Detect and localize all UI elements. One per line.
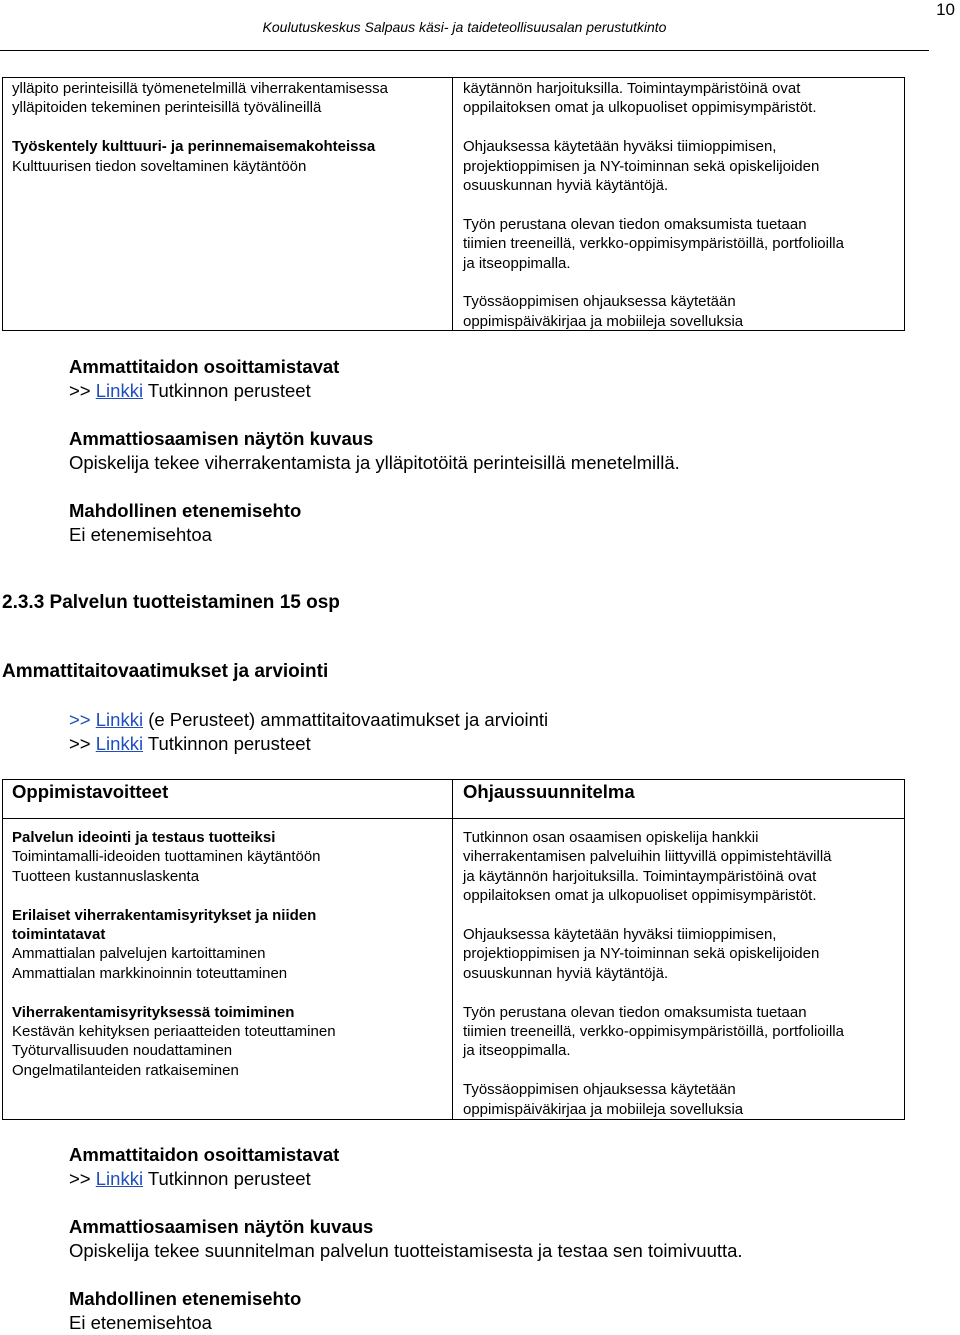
cell-line: tiimien treeneillä, verkko-oppimisympäristöillä, portfolioilla — [463, 1023, 844, 1041]
blank-line — [12, 118, 448, 137]
demonstration-heading: Ammattitaidon osoittamistavat — [69, 356, 340, 377]
link-tail: Tutkinnon perusteet — [147, 733, 311, 754]
link-prefix: >> — [69, 380, 91, 401]
cell-line: Tuotteen kustannuslaskenta — [12, 867, 200, 885]
cell-line: oppilaitoksen omat ja ulkopuoliset oppimisympäristöt. — [463, 887, 817, 905]
cell-line: Toimintamalli-ideoiden tuottaminen käytäntöön — [12, 848, 321, 866]
perusteet-link-line — [69, 732, 929, 756]
cell-line: Ohjauksessa käytetään hyväksi tiimioppimisen, — [463, 138, 777, 156]
link-tail: Tutkinnon perusteet — [147, 380, 311, 401]
table-header-guidance: Ohjaussuunnitelma — [463, 781, 635, 802]
cell-line: osuuskunnan hyviä käytäntöjä. — [463, 177, 669, 195]
link-tail: Tutkinnon perusteet — [147, 1168, 311, 1189]
cell-line: Ammattialan palvelujen kartoittaminen — [12, 945, 266, 963]
cell-line: tiimien treeneillä, verkko-oppimisympäristöillä, portfolioilla — [463, 235, 844, 253]
cell-subheading: toimintatavat — [12, 926, 106, 944]
cell-line: Ammattialan markkinoinnin toteuttaminen — [12, 964, 288, 982]
section-title: 2.3.3 Palvelun tuotteistaminen 15 osp — [2, 592, 340, 613]
demonstration-block — [69, 1143, 929, 1335]
exam-description: Opiskelija tekee suunnitelman palvelun tuotteistamisesta ja testaa sen toimivuutta. — [69, 1240, 743, 1261]
cell-line: projektioppimisen ja NY-toiminnan sekä opiskelijoiden — [463, 945, 820, 963]
cell-line: Työssäoppimisen ohjauksessa käytetään — [463, 1081, 736, 1099]
blank-line — [463, 273, 901, 292]
header-rule — [0, 50, 929, 51]
table-column-divider — [452, 77, 453, 331]
guidance-plan-cell — [463, 79, 901, 331]
cell-line: Työn perustana olevan tiedon omaksumista tuetaan — [463, 215, 807, 233]
cell-line: osuuskunnan hyviä käytäntöjä. — [463, 964, 669, 982]
progress-text: Ei etenemisehtoa — [69, 524, 212, 545]
demonstration-link-line — [69, 1167, 929, 1191]
learning-goals-cell — [12, 828, 448, 1080]
tutkinnon-perusteet-link[interactable]: Linkki — [95, 733, 144, 754]
cell-line: ja itseoppimalla. — [463, 254, 571, 272]
cell-line: Ohjauksessa käytetään hyväksi tiimioppimisen, — [463, 926, 777, 944]
demonstration-heading: Ammattitaidon osoittamistavat — [69, 1144, 340, 1165]
blank-line — [463, 906, 901, 925]
table-column-divider — [452, 779, 453, 1120]
cell-subheading: Työskentely kulttuuri- ja perinnemaisemakohteissa — [12, 138, 376, 156]
blank-line — [463, 195, 901, 214]
tutkinnon-perusteet-link[interactable]: Linkki — [95, 380, 144, 401]
cell-line: Kulttuurisen tiedon soveltaminen käytäntöön — [12, 157, 307, 175]
progress-heading: Mahdollinen etenemisehto — [69, 1288, 302, 1309]
cell-line: Tutkinnon osan osaamisen opiskelija hankkii — [463, 829, 759, 846]
exam-heading: Ammattiosaamisen näytön kuvaus — [69, 1216, 374, 1237]
link-prefix: >> — [69, 733, 91, 754]
link-prefix: >> — [69, 1168, 91, 1189]
cell-line: Työn perustana olevan tiedon omaksumista tuetaan — [463, 1003, 807, 1021]
cell-line: ylläpito perinteisillä työmenetelmillä viherrakentamisessa — [12, 80, 388, 97]
cell-line: Kestävän kehityksen periaatteiden toteuttaminen — [12, 1023, 336, 1041]
link-prefix: >> — [69, 709, 91, 730]
cell-subheading: Erilaiset viherrakentamisyritykset ja niiden — [12, 906, 317, 924]
guidance-plan-cell — [463, 828, 901, 1119]
learning-goals-cell — [12, 79, 448, 176]
blank-line — [463, 1061, 901, 1080]
requirements-heading: Ammattitaitovaatimukset ja arviointi — [2, 661, 329, 682]
blank-line — [12, 983, 448, 1002]
cell-line: ylläpitoiden tekeminen perinteisillä työvälineillä — [12, 99, 322, 117]
blank-line — [463, 983, 901, 1002]
blank-line — [12, 886, 448, 905]
blank-line — [463, 118, 901, 137]
cell-line: Työssäoppimisen ohjauksessa käytetään — [463, 293, 736, 311]
e-perusteet-link[interactable]: Linkki — [95, 709, 144, 730]
progress-heading: Mahdollinen etenemisehto — [69, 500, 302, 521]
cell-line: viherrakentamisen palveluihin liittyvillä oppimistehtävillä — [463, 848, 832, 866]
exam-heading: Ammattiosaamisen näytön kuvaus — [69, 428, 374, 449]
cell-line: oppilaitoksen omat ja ulkopuoliset oppimisympäristöt. — [463, 99, 817, 117]
cell-line: ja itseoppimalla. — [463, 1042, 571, 1060]
requirements-links — [69, 708, 929, 756]
cell-line: oppimispäiväkirjaa ja mobiileja sovelluksia — [463, 312, 744, 330]
cell-line: ja käytännön harjoituksilla. Toimintaympäristöinä ovat — [463, 867, 817, 885]
link-tail: (e Perusteet) ammattitaitovaatimukset ja arviointi — [148, 709, 549, 730]
requirements-link-line — [69, 708, 929, 732]
page-number: 10 — [936, 0, 955, 19]
cell-line: käytännön harjoituksilla. Toimintaympäristöinä ovat — [463, 80, 801, 97]
cell-line: projektioppimisen ja NY-toiminnan sekä opiskelijoiden — [463, 157, 820, 175]
document-header-title: Koulutuskeskus Salpaus käsi- ja taideteollisuusalan perustutkinto — [262, 19, 667, 35]
cell-line: oppimispäiväkirjaa ja mobiileja sovelluksia — [463, 1100, 744, 1118]
tutkinnon-perusteet-link[interactable]: Linkki — [95, 1168, 144, 1189]
cell-subheading: Viherrakentamisyrityksessä toimiminen — [12, 1003, 295, 1021]
progress-text: Ei etenemisehtoa — [69, 1312, 212, 1333]
cell-line: Työturvallisuuden noudattaminen — [12, 1042, 233, 1060]
exam-description: Opiskelija tekee viherrakentamista ja ylläpitotöitä perinteisillä menetelmillä. — [69, 452, 680, 473]
demonstration-link-line — [69, 379, 929, 403]
cell-subheading: Palvelun ideointi ja testaus tuotteiksi — [12, 829, 276, 846]
table-header-goals: Oppimistavoitteet — [12, 781, 169, 802]
table-header-divider — [2, 818, 905, 819]
cell-line: Ongelmatilanteiden ratkaiseminen — [12, 1061, 239, 1079]
demonstration-block — [69, 355, 929, 547]
